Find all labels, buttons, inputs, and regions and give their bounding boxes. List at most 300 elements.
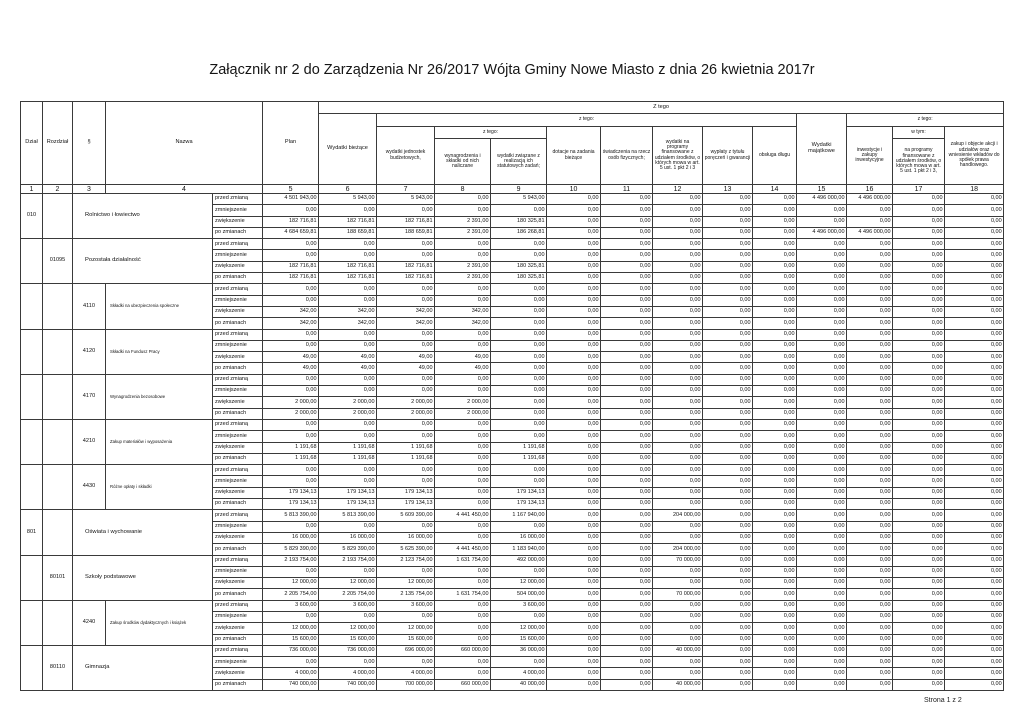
- value-cell: 5 813 390,00: [319, 510, 377, 521]
- table-row: [21, 419, 1004, 430]
- value-cell: 0,00: [491, 657, 547, 668]
- value-cell: 0,00: [319, 431, 377, 442]
- column-number: 6: [319, 185, 377, 194]
- value-cell: 2 391,00: [435, 216, 491, 227]
- value-cell: 0,00: [601, 476, 653, 487]
- value-cell: 0,00: [893, 532, 945, 543]
- value-cell: 0,00: [797, 566, 847, 577]
- value-cell: 0,00: [653, 261, 703, 272]
- value-cell: 4 000,00: [319, 668, 377, 679]
- value-cell: 0,00: [547, 340, 601, 351]
- value-cell: 0,00: [753, 465, 797, 476]
- value-cell: 0,00: [893, 431, 945, 442]
- row-label: zmniejszenie: [213, 476, 263, 487]
- value-cell: 0,00: [653, 532, 703, 543]
- value-cell: 0,00: [601, 419, 653, 430]
- value-cell: 1 191,68: [491, 453, 547, 464]
- value-cell: 0,00: [435, 239, 491, 250]
- value-cell: 0,00: [601, 374, 653, 385]
- row-label: po zmianach: [213, 273, 263, 284]
- value-cell: 342,00: [377, 306, 435, 317]
- section-name: Pozostała działalność: [73, 239, 213, 284]
- column-number: 18: [945, 185, 1004, 194]
- value-cell: 0,00: [945, 555, 1004, 566]
- value-cell: 0,00: [601, 329, 653, 340]
- value-cell: 0,00: [847, 555, 893, 566]
- value-cell: 1 191,68: [263, 442, 319, 453]
- value-cell: 0,00: [319, 476, 377, 487]
- value-cell: 0,00: [491, 329, 547, 340]
- value-cell: 0,00: [703, 408, 753, 419]
- value-cell: 0,00: [653, 442, 703, 453]
- value-cell: 0,00: [893, 544, 945, 555]
- value-cell: 0,00: [945, 453, 1004, 464]
- value-cell: 0,00: [703, 318, 753, 329]
- value-cell: 15 600,00: [377, 634, 435, 645]
- value-cell: 5 609 390,00: [377, 510, 435, 521]
- table-row: [21, 510, 1004, 521]
- value-cell: 0,00: [847, 318, 893, 329]
- value-cell: 0,00: [653, 284, 703, 295]
- value-cell: 179 134,13: [263, 487, 319, 498]
- value-cell: 0,00: [601, 679, 653, 690]
- value-cell: 0,00: [547, 431, 601, 442]
- value-cell: 0,00: [491, 386, 547, 397]
- value-cell: 0,00: [703, 284, 753, 295]
- value-cell: 696 000,00: [377, 645, 435, 656]
- value-cell: 0,00: [263, 295, 319, 306]
- value-cell: 182 716,81: [319, 273, 377, 284]
- value-cell: 0,00: [945, 657, 1004, 668]
- value-cell: 0,00: [893, 442, 945, 453]
- value-cell: 0,00: [653, 329, 703, 340]
- paragraf-code: 4120: [73, 329, 106, 374]
- value-cell: 0,00: [703, 679, 753, 690]
- value-cell: 0,00: [703, 442, 753, 453]
- header-swiadczenia: świadczenia na rzecz osób fizycznych;: [601, 127, 653, 185]
- value-cell: 0,00: [601, 623, 653, 634]
- value-cell: 0,00: [703, 239, 753, 250]
- value-cell: 0,00: [797, 623, 847, 634]
- empty-cell: [43, 510, 73, 555]
- empty-cell: [43, 329, 73, 374]
- paragraf-code: 4210: [73, 419, 106, 464]
- value-cell: 0,00: [753, 419, 797, 430]
- value-cell: 0,00: [547, 363, 601, 374]
- value-cell: 0,00: [547, 544, 601, 555]
- row-label: po zmianach: [213, 408, 263, 419]
- value-cell: 12 000,00: [319, 623, 377, 634]
- value-cell: 740 000,00: [263, 679, 319, 690]
- value-cell: 0,00: [797, 431, 847, 442]
- value-cell: 0,00: [893, 645, 945, 656]
- value-cell: 0,00: [601, 216, 653, 227]
- value-cell: 0,00: [703, 623, 753, 634]
- value-cell: 1 183 940,00: [491, 544, 547, 555]
- rozdzial-code: 80101: [43, 555, 73, 600]
- value-cell: 2 000,00: [435, 397, 491, 408]
- header-poreczenia: wypłaty z tytułu poręczeń i gwarancji: [703, 127, 753, 185]
- value-cell: 0,00: [753, 386, 797, 397]
- value-cell: 0,00: [377, 431, 435, 442]
- value-cell: 49,00: [319, 363, 377, 374]
- value-cell: 0,00: [797, 476, 847, 487]
- value-cell: 16 000,00: [491, 532, 547, 543]
- page-number: Strona 1 z 2: [924, 697, 962, 704]
- value-cell: 0,00: [263, 284, 319, 295]
- value-cell: 0,00: [653, 668, 703, 679]
- value-cell: 0,00: [547, 566, 601, 577]
- value-cell: 0,00: [547, 408, 601, 419]
- value-cell: 0,00: [797, 250, 847, 261]
- row-label: zwiększenie: [213, 623, 263, 634]
- value-cell: 0,00: [601, 566, 653, 577]
- value-cell: 0,00: [703, 419, 753, 430]
- section-name: Różne opłaty i składki: [106, 465, 213, 510]
- value-cell: 0,00: [753, 374, 797, 385]
- value-cell: 180 325,81: [491, 216, 547, 227]
- value-cell: 0,00: [653, 634, 703, 645]
- empty-cell: [21, 555, 43, 600]
- value-cell: 0,00: [601, 273, 653, 284]
- value-cell: 0,00: [653, 521, 703, 532]
- value-cell: 4 441 450,00: [435, 544, 491, 555]
- row-label: po zmianach: [213, 679, 263, 690]
- value-cell: 0,00: [893, 239, 945, 250]
- value-cell: 0,00: [547, 532, 601, 543]
- value-cell: 0,00: [945, 510, 1004, 521]
- value-cell: 5 625 390,00: [377, 544, 435, 555]
- value-cell: 0,00: [319, 340, 377, 351]
- value-cell: 0,00: [601, 363, 653, 374]
- value-cell: 0,00: [945, 611, 1004, 622]
- value-cell: 5 943,00: [491, 194, 547, 205]
- empty-cell: [43, 374, 73, 419]
- header-dotacje: dotacje na zadania bieżące: [547, 127, 601, 185]
- value-cell: 0,00: [797, 465, 847, 476]
- value-cell: 1 631 754,00: [435, 589, 491, 600]
- value-cell: 0,00: [491, 476, 547, 487]
- value-cell: 0,00: [893, 340, 945, 351]
- value-cell: 0,00: [653, 239, 703, 250]
- value-cell: 0,00: [703, 521, 753, 532]
- value-cell: 0,00: [547, 295, 601, 306]
- value-cell: 0,00: [797, 261, 847, 272]
- value-cell: 0,00: [893, 205, 945, 216]
- value-cell: 0,00: [893, 216, 945, 227]
- row-label: zmniejszenie: [213, 386, 263, 397]
- value-cell: 342,00: [319, 306, 377, 317]
- value-cell: 0,00: [435, 442, 491, 453]
- value-cell: 0,00: [653, 318, 703, 329]
- rozdzial-code: 80110: [43, 645, 73, 690]
- value-cell: 0,00: [601, 578, 653, 589]
- header-obsluga-dlugu: obsługa długu: [753, 127, 797, 185]
- value-cell: 0,00: [797, 499, 847, 510]
- value-cell: 0,00: [653, 566, 703, 577]
- value-cell: 0,00: [893, 679, 945, 690]
- row-label: zwiększenie: [213, 578, 263, 589]
- value-cell: 15 600,00: [263, 634, 319, 645]
- row-label: przed zmianą: [213, 510, 263, 521]
- value-cell: 12 000,00: [263, 578, 319, 589]
- value-cell: 0,00: [601, 250, 653, 261]
- value-cell: 0,00: [893, 521, 945, 532]
- value-cell: 0,00: [653, 194, 703, 205]
- value-cell: 0,00: [319, 386, 377, 397]
- row-label: zwiększenie: [213, 668, 263, 679]
- value-cell: 0,00: [491, 521, 547, 532]
- value-cell: 0,00: [847, 465, 893, 476]
- value-cell: 2 205 754,00: [263, 589, 319, 600]
- value-cell: 0,00: [797, 408, 847, 419]
- value-cell: 0,00: [601, 442, 653, 453]
- value-cell: 0,00: [753, 442, 797, 453]
- value-cell: 0,00: [547, 306, 601, 317]
- value-cell: 0,00: [377, 419, 435, 430]
- value-cell: 0,00: [753, 600, 797, 611]
- value-cell: 0,00: [893, 566, 945, 577]
- row-label: po zmianach: [213, 453, 263, 464]
- value-cell: 0,00: [377, 386, 435, 397]
- value-cell: 0,00: [601, 453, 653, 464]
- value-cell: 0,00: [893, 261, 945, 272]
- value-cell: 0,00: [435, 634, 491, 645]
- value-cell: 0,00: [753, 431, 797, 442]
- value-cell: 0,00: [945, 374, 1004, 385]
- value-cell: 4 000,00: [491, 668, 547, 679]
- value-cell: 0,00: [703, 611, 753, 622]
- value-cell: 0,00: [753, 261, 797, 272]
- value-cell: 0,00: [703, 578, 753, 589]
- value-cell: 0,00: [547, 555, 601, 566]
- value-cell: 0,00: [653, 487, 703, 498]
- value-cell: 0,00: [547, 634, 601, 645]
- value-cell: 0,00: [547, 386, 601, 397]
- value-cell: 0,00: [893, 465, 945, 476]
- value-cell: 0,00: [653, 273, 703, 284]
- value-cell: 0,00: [847, 419, 893, 430]
- value-cell: 0,00: [653, 623, 703, 634]
- section-name: Rolnictwo i łowiectwo: [73, 194, 213, 239]
- value-cell: 0,00: [753, 397, 797, 408]
- row-label: przed zmianą: [213, 600, 263, 611]
- value-cell: 0,00: [653, 227, 703, 238]
- value-cell: 0,00: [377, 521, 435, 532]
- value-cell: 2 135 754,00: [377, 589, 435, 600]
- value-cell: 0,00: [601, 227, 653, 238]
- value-cell: 0,00: [547, 487, 601, 498]
- value-cell: 0,00: [319, 657, 377, 668]
- value-cell: 0,00: [547, 419, 601, 430]
- section-name: Szkoły podstawowe: [73, 555, 213, 600]
- value-cell: 0,00: [435, 205, 491, 216]
- value-cell: 0,00: [703, 544, 753, 555]
- value-cell: 0,00: [945, 295, 1004, 306]
- table-row: [21, 465, 1004, 476]
- value-cell: 182 716,81: [377, 216, 435, 227]
- column-number: 7: [377, 185, 435, 194]
- row-label: przed zmianą: [213, 329, 263, 340]
- value-cell: 0,00: [435, 521, 491, 532]
- value-cell: 0,00: [653, 431, 703, 442]
- rozdzial-code: 01095: [43, 239, 73, 284]
- value-cell: 342,00: [435, 318, 491, 329]
- value-cell: 0,00: [703, 352, 753, 363]
- value-cell: 204 000,00: [653, 510, 703, 521]
- value-cell: 0,00: [945, 578, 1004, 589]
- value-cell: 0,00: [435, 295, 491, 306]
- value-cell: 5 829 390,00: [319, 544, 377, 555]
- row-label: przed zmianą: [213, 465, 263, 476]
- value-cell: 4 496 000,00: [847, 227, 893, 238]
- value-cell: 0,00: [847, 476, 893, 487]
- value-cell: 0,00: [653, 499, 703, 510]
- row-label: przed zmianą: [213, 239, 263, 250]
- value-cell: 0,00: [703, 431, 753, 442]
- value-cell: 0,00: [601, 521, 653, 532]
- value-cell: 12 000,00: [319, 578, 377, 589]
- header-dzial: Dział: [21, 102, 43, 185]
- empty-cell: [43, 419, 73, 464]
- value-cell: 0,00: [547, 205, 601, 216]
- value-cell: 0,00: [847, 408, 893, 419]
- value-cell: 342,00: [263, 318, 319, 329]
- value-cell: 0,00: [893, 329, 945, 340]
- table-row: [21, 329, 1004, 340]
- value-cell: 0,00: [797, 521, 847, 532]
- value-cell: 2 193 754,00: [319, 555, 377, 566]
- value-cell: 0,00: [893, 668, 945, 679]
- column-number: 9: [491, 185, 547, 194]
- value-cell: 0,00: [753, 250, 797, 261]
- value-cell: 0,00: [945, 532, 1004, 543]
- row-label: zmniejszenie: [213, 250, 263, 261]
- value-cell: 0,00: [547, 261, 601, 272]
- value-cell: 15 600,00: [491, 634, 547, 645]
- value-cell: 0,00: [847, 239, 893, 250]
- dzial-code: 801: [21, 510, 43, 555]
- section-name: Oświata i wychowanie: [73, 510, 213, 555]
- value-cell: 0,00: [945, 250, 1004, 261]
- value-cell: 0,00: [263, 566, 319, 577]
- value-cell: 0,00: [547, 227, 601, 238]
- row-label: zmniejszenie: [213, 566, 263, 577]
- table-row: [21, 374, 1004, 385]
- value-cell: 179 134,13: [263, 499, 319, 510]
- value-cell: 0,00: [703, 487, 753, 498]
- value-cell: 179 134,13: [319, 499, 377, 510]
- value-cell: 2 000,00: [263, 408, 319, 419]
- value-cell: 0,00: [547, 578, 601, 589]
- value-cell: 0,00: [653, 216, 703, 227]
- value-cell: 0,00: [847, 634, 893, 645]
- value-cell: 16 000,00: [377, 532, 435, 543]
- value-cell: 0,00: [547, 453, 601, 464]
- value-cell: 182 716,81: [263, 273, 319, 284]
- value-cell: 49,00: [319, 352, 377, 363]
- value-cell: 0,00: [893, 273, 945, 284]
- value-cell: 2 000,00: [319, 408, 377, 419]
- value-cell: 1 191,68: [491, 442, 547, 453]
- value-cell: 182 716,81: [319, 216, 377, 227]
- value-cell: 0,00: [703, 645, 753, 656]
- value-cell: 0,00: [653, 419, 703, 430]
- value-cell: 0,00: [703, 374, 753, 385]
- value-cell: 0,00: [945, 261, 1004, 272]
- row-label: zwiększenie: [213, 216, 263, 227]
- value-cell: 0,00: [797, 589, 847, 600]
- value-cell: 12 000,00: [491, 578, 547, 589]
- row-label: zwiększenie: [213, 306, 263, 317]
- value-cell: 0,00: [753, 544, 797, 555]
- column-number: 11: [601, 185, 653, 194]
- value-cell: 0,00: [847, 216, 893, 227]
- value-cell: 0,00: [263, 657, 319, 668]
- value-cell: 49,00: [435, 363, 491, 374]
- value-cell: 182 716,81: [263, 261, 319, 272]
- value-cell: 0,00: [753, 284, 797, 295]
- value-cell: 0,00: [847, 273, 893, 284]
- value-cell: 0,00: [797, 284, 847, 295]
- table-body: [21, 194, 1004, 691]
- value-cell: 0,00: [945, 273, 1004, 284]
- value-cell: 0,00: [435, 487, 491, 498]
- value-cell: 0,00: [945, 600, 1004, 611]
- value-cell: 0,00: [893, 611, 945, 622]
- row-label: zmniejszenie: [213, 611, 263, 622]
- value-cell: 0,00: [703, 476, 753, 487]
- header-inwestycje: inwestycje i zakupy inwestycyjne: [847, 127, 893, 185]
- value-cell: 0,00: [847, 352, 893, 363]
- value-cell: 0,00: [377, 239, 435, 250]
- value-cell: 0,00: [893, 306, 945, 317]
- header-inwestycje-w-tym: w tym:: [893, 127, 945, 139]
- header-row: [21, 102, 1004, 114]
- value-cell: 0,00: [435, 668, 491, 679]
- value-cell: 0,00: [653, 295, 703, 306]
- value-cell: 0,00: [893, 318, 945, 329]
- value-cell: 49,00: [263, 363, 319, 374]
- column-number: 3: [73, 185, 106, 194]
- value-cell: 0,00: [601, 408, 653, 419]
- value-cell: 0,00: [435, 600, 491, 611]
- row-label: zwiększenie: [213, 261, 263, 272]
- value-cell: 0,00: [601, 284, 653, 295]
- value-cell: 0,00: [893, 419, 945, 430]
- value-cell: 0,00: [797, 386, 847, 397]
- value-cell: 0,00: [847, 532, 893, 543]
- value-cell: 0,00: [491, 374, 547, 385]
- value-cell: 0,00: [653, 340, 703, 351]
- value-cell: 0,00: [847, 363, 893, 374]
- value-cell: 0,00: [945, 431, 1004, 442]
- value-cell: 0,00: [601, 532, 653, 543]
- value-cell: 0,00: [945, 363, 1004, 374]
- value-cell: 0,00: [547, 250, 601, 261]
- value-cell: 0,00: [893, 600, 945, 611]
- column-number: 12: [653, 185, 703, 194]
- value-cell: 0,00: [797, 611, 847, 622]
- value-cell: 492 000,00: [491, 555, 547, 566]
- value-cell: 0,00: [601, 668, 653, 679]
- value-cell: 0,00: [435, 329, 491, 340]
- table-row: [21, 284, 1004, 295]
- value-cell: 49,00: [263, 352, 319, 363]
- value-cell: 0,00: [377, 250, 435, 261]
- empty-cell: [21, 329, 43, 374]
- value-cell: 0,00: [435, 623, 491, 634]
